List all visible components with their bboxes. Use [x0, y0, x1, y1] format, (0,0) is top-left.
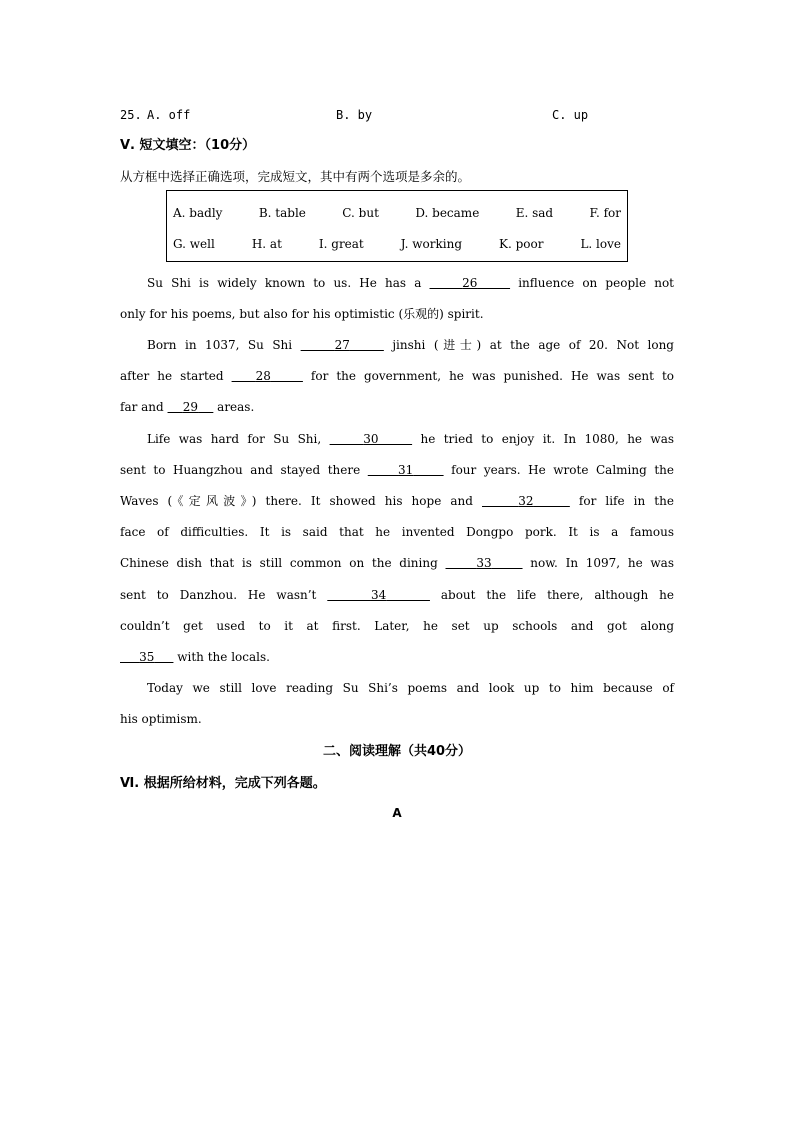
option-e: E. sad: [515, 206, 554, 220]
option-h: H. at: [251, 237, 282, 251]
text: couldn’t get used to it at first. Later, he set up schools and got along: [120, 619, 674, 633]
text: jinshi (进士) at the age of 20. Not long: [383, 338, 674, 352]
blank-number: 31: [398, 463, 414, 477]
blank-number: 28: [255, 369, 271, 383]
q25-option-a[interactable]: A. off: [147, 108, 191, 122]
passage-line: [147, 432, 674, 446]
passage-line: [120, 556, 674, 570]
option-g: G. well: [173, 237, 215, 251]
section-5-title: Ⅴ. 短文填空：（10分）: [120, 138, 256, 153]
blank-32[interactable]: [482, 494, 570, 508]
text: sent to Huangzhou and stayed there: [120, 463, 368, 477]
part-2-title: 二、阅读理解（共40分）: [322, 744, 472, 759]
text: he tried to enjoy it. In 1080, he was: [412, 432, 675, 446]
blank-number: 27: [334, 338, 350, 352]
text: Su Shi is widely known to us. He has a: [147, 276, 430, 290]
blank-number: 34: [370, 588, 387, 602]
blank-26[interactable]: [430, 276, 511, 290]
option-c: C. but: [342, 206, 379, 220]
blank-33[interactable]: [446, 556, 523, 570]
text: his optimism.: [120, 712, 202, 726]
passage-line: [120, 588, 674, 602]
passage-line: [147, 276, 674, 290]
text: far and: [120, 400, 168, 414]
passage-line: [120, 525, 674, 539]
option-f: F. for: [589, 206, 621, 220]
passage-label: A: [392, 806, 402, 820]
blank-number: 30: [363, 432, 379, 446]
option-a: A. badly: [173, 206, 223, 220]
option-d: D. became: [415, 206, 480, 220]
passage-line: [120, 650, 674, 664]
blank-number: 35: [139, 650, 155, 664]
blank-28[interactable]: [232, 369, 303, 383]
text: four years. He wrote Calming the: [443, 463, 675, 477]
text: areas.: [213, 400, 255, 414]
blank-number: 33: [476, 556, 492, 570]
option-j: J. working: [400, 237, 463, 251]
blank-31[interactable]: [368, 463, 444, 477]
option-k: K. poor: [499, 237, 544, 251]
passage-line: [120, 305, 674, 322]
text: sent to Danzhou. He wasn’t: [120, 588, 328, 602]
q25-option-c[interactable]: C. up: [552, 108, 589, 122]
text: Chinese dish that is still common on the dining: [120, 556, 446, 570]
text: after he started: [120, 369, 232, 383]
passage-line: [147, 681, 674, 695]
text: influence on people not: [510, 276, 674, 290]
text: Today we still love reading Su Shi’s poems and look up to him because of: [147, 681, 674, 695]
option-l: L. love: [580, 237, 621, 251]
text: now. In 1097, he was: [522, 556, 674, 570]
text: with the locals.: [173, 650, 270, 664]
passage-line: [120, 619, 674, 633]
passage-line: [120, 492, 674, 509]
q25-option-b[interactable]: B. by: [336, 108, 373, 122]
text: Born in 1037, Su Shi: [147, 338, 301, 352]
section-5-instruction: 从方框中选择正确选项，完成短文，其中有两个选项是多余的。: [120, 169, 471, 184]
passage-line: [120, 463, 674, 477]
blank-number: 26: [462, 276, 478, 290]
passage-line: [147, 336, 674, 353]
option-b: B. table: [258, 206, 306, 220]
text: face of difficulties. It is said that he invented Dongpo pork. It is a famous: [120, 525, 674, 539]
options-row-2: [173, 237, 621, 251]
blank-35[interactable]: [120, 650, 173, 664]
blank-30[interactable]: [330, 432, 413, 446]
blank-27[interactable]: [301, 338, 384, 352]
text: Waves (《定风波》) there. It showed his hope and: [120, 494, 482, 508]
options-box: [166, 190, 628, 262]
blank-number: 32: [518, 494, 534, 508]
options-row-1: [173, 206, 621, 220]
q25-number: 25.: [120, 108, 142, 122]
option-i: I. great: [318, 237, 364, 251]
blank-number: 29: [182, 400, 199, 414]
passage-line: [120, 712, 674, 726]
text: about the life there, although he: [429, 588, 674, 602]
text: only for his poems, but also for his optimistic (乐观的) spirit.: [120, 307, 484, 321]
blank-29[interactable]: [168, 400, 214, 414]
text: for life in the: [569, 494, 674, 508]
passage-line: [120, 400, 674, 414]
text: for the government, he was punished. He was sent to: [302, 369, 674, 383]
blank-34[interactable]: [327, 588, 430, 602]
section-6-title: Ⅵ. 根据所给材料，完成下列各题。: [120, 776, 326, 791]
passage-line: [120, 369, 674, 383]
text: Life was hard for Su Shi,: [147, 432, 330, 446]
